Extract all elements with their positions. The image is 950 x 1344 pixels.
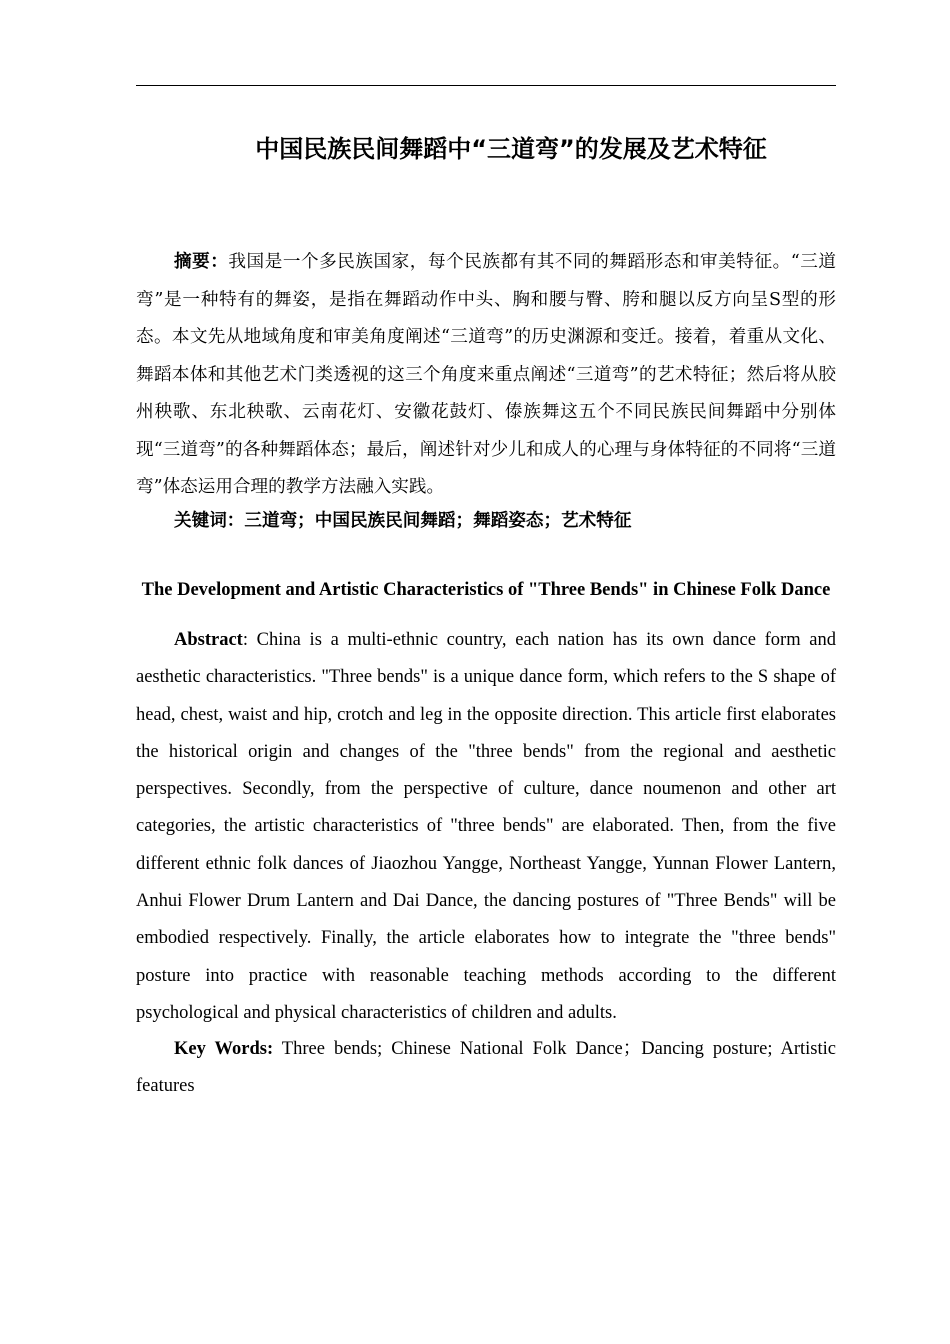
chinese-abstract-text: 我国是一个多民族国家，每个民族都有其不同的舞蹈形态和审美特征。“三道弯”是一种特有的舞姿，是指在舞蹈动作中头、胸和腰与臀、胯和腿以反方向呈S型的形态。本文先从地域角度和审美角度阐述“三道弯”的历史渊源和变迁。接着，着重从文化、舞蹈本体和其他艺术门类透视的这三个角度来重点阐述“三道弯”的艺术特征；然后将从胶州秧歌、东北秧歌、云南花灯、安徽花鼓灯、傣族舞这五个不同民族民间舞蹈中分别体现“三道弯”的各种舞蹈体态；最后，阐述针对少儿和成人的心理与身体特征的不同将“三道弯”体态运用合理的教学方法融入实践。	[136, 252, 836, 497]
english-abstract-label: Abstract	[174, 630, 243, 650]
english-keywords	[136, 1031, 836, 1106]
chinese-keywords	[136, 504, 836, 538]
english-abstract	[136, 622, 836, 1032]
english-abstract-text: : China is a multi-ethnic country, each nation has its own dance form and aesthetic characteristics. "Three bends" is a unique dance form, which refers to the S shape of head, chest, waist and hip, crotch and leg in the opposite direction. This article first elaborates the historical origin and changes of the "three bends" from the regional and aesthetic perspectives. Secondly, from the perspective of culture, dance noumenon and other art categories, the artistic characteristics of "three bends" are elaborated. Then, from the five different ethnic folk dances of Jiaozhou Yangge, Northeast Yangge, Yunnan Flower Lantern, Anhui Flower Drum Lantern and Dai Dance, the dancing postures of "Three Bends" will be embodied respectively. Finally, the article elaborates how to integrate the "three bends" posture into practice with reasonable teaching methods according to the different psychological and physical characteristics of children and adults.	[136, 630, 836, 1023]
english-keywords-text: Three bends; Chinese National Folk Dance；Dancing posture; Artistic features	[136, 1039, 836, 1097]
chinese-abstract	[136, 244, 836, 507]
chinese-keywords-text: 三道弯；中国民族民间舞蹈；舞蹈姿态；艺术特征	[244, 511, 632, 531]
chinese-abstract-label: 摘要：	[174, 252, 229, 272]
chinese-title: 中国民族民间舞蹈中“三道弯”的发展及艺术特征	[255, 135, 767, 163]
header-rule	[136, 85, 836, 86]
chinese-keywords-label: 关键词：	[174, 511, 245, 531]
english-title: The Development and Artistic Characteristics of "Three Bends" in Chinese Folk Dance	[141, 580, 831, 600]
english-keywords-label: Key Words:	[174, 1039, 274, 1059]
